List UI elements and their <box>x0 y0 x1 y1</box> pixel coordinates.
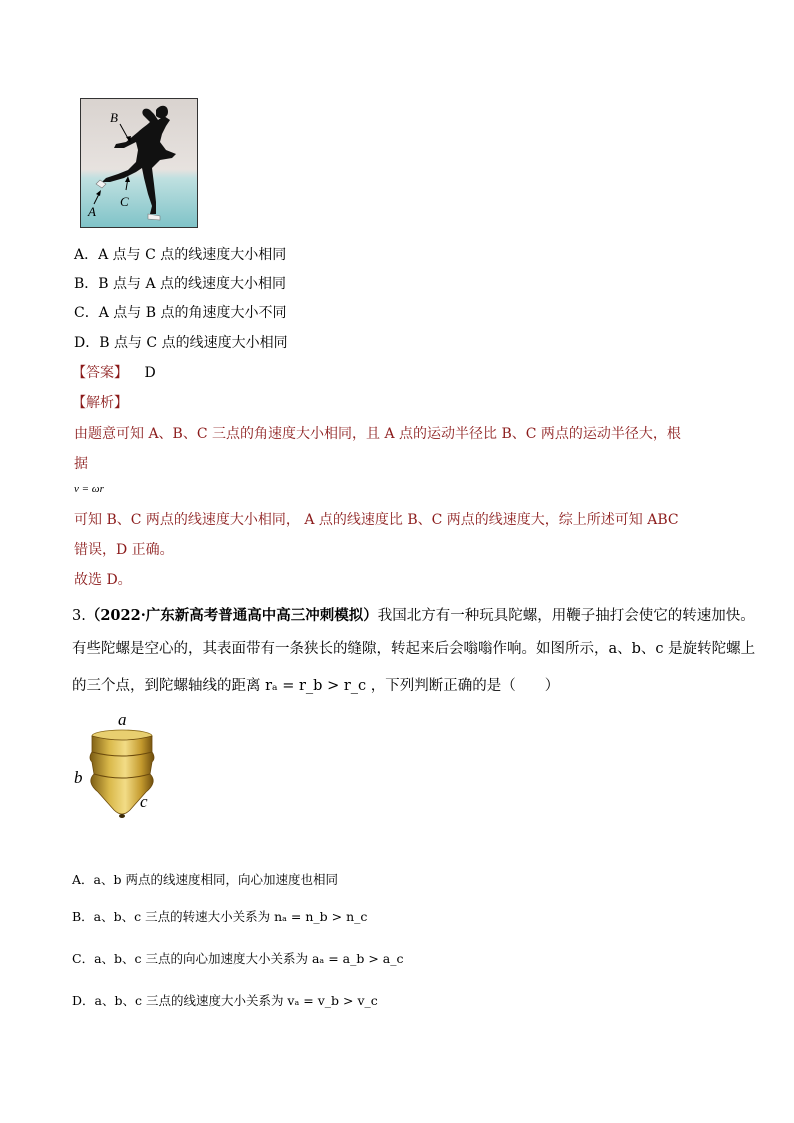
answer-value: D <box>144 365 156 381</box>
option-1c: C．A 点与 B 点的角速度大小不同 <box>74 305 287 321</box>
option-1a: A．A 点与 C 点的线速度大小相同 <box>74 247 287 263</box>
question3-line2: 有些陀螺是空心的，其表面带有一条狭长的缝隙，转起来后会嗡嗡作响。如图所示，a、b、c 是旋转陀螺上 <box>72 641 756 657</box>
question3-line1 <box>72 604 755 625</box>
answer-label: 【答案】 <box>72 365 128 381</box>
option-3b: B．a、b、c 三点的转速大小关系为 nₐ = n_b > n_c <box>72 909 368 924</box>
option-1d: D．B 点与 C 点的线速度大小相同 <box>74 335 288 351</box>
option-3a: A．a、b 两点的线速度相同，向心加速度也相同 <box>72 872 338 887</box>
analysis-line2: 据 <box>74 456 88 472</box>
option-3c: C．a、b、c 三点的向心加速度大小关系为 aₐ = a_b > a_c <box>72 951 404 966</box>
analysis-line4: 错误，D 正确。 <box>74 542 174 558</box>
answer-row <box>72 362 156 382</box>
question3-number: 3. <box>72 608 86 624</box>
analysis-line3: 可知 B、C 两点的线速度大小相同， A 点的线速度比 B、C 两点的线速度大，综上所述可知 ABC <box>74 512 679 528</box>
option-1b: B．B 点与 A 点的线速度大小相同 <box>74 276 287 292</box>
question3-source: （2022·广东新高考普通高中高三冲刺模拟） <box>85 607 378 624</box>
figure2-label-c: c <box>140 792 148 811</box>
spinning-top-figure <box>70 712 170 822</box>
figure2-label-a: a <box>118 710 127 729</box>
figure1-label-b: B <box>110 110 118 125</box>
question3-line3: 的三个点，到陀螺轴线的距离 rₐ = r_b > r_c ，下列判断正确的是（ ） <box>72 678 560 694</box>
analysis-line1: 由题意可知 A、B、C 三点的角速度大小相同，且 A 点的运动半径比 B、C 两点的运动半径大，根 <box>74 426 681 442</box>
analysis-label: 【解析】 <box>72 395 128 411</box>
option-3d: D．a、b、c 三点的线速度大小关系为 vₐ = v_b > v_c <box>72 993 378 1008</box>
question3-text1: 我国北方有一种玩具陀螺，用鞭子抽打会使它的转速加快。 <box>377 608 755 624</box>
figure2-label-b: b <box>74 768 83 787</box>
analysis-conclusion: 故选 D。 <box>74 572 132 588</box>
analysis-formula: v = ωr <box>74 483 104 495</box>
figure1-label-c: C <box>120 194 129 209</box>
skater-figure <box>80 98 198 228</box>
figure1-label-a: A <box>88 204 96 219</box>
